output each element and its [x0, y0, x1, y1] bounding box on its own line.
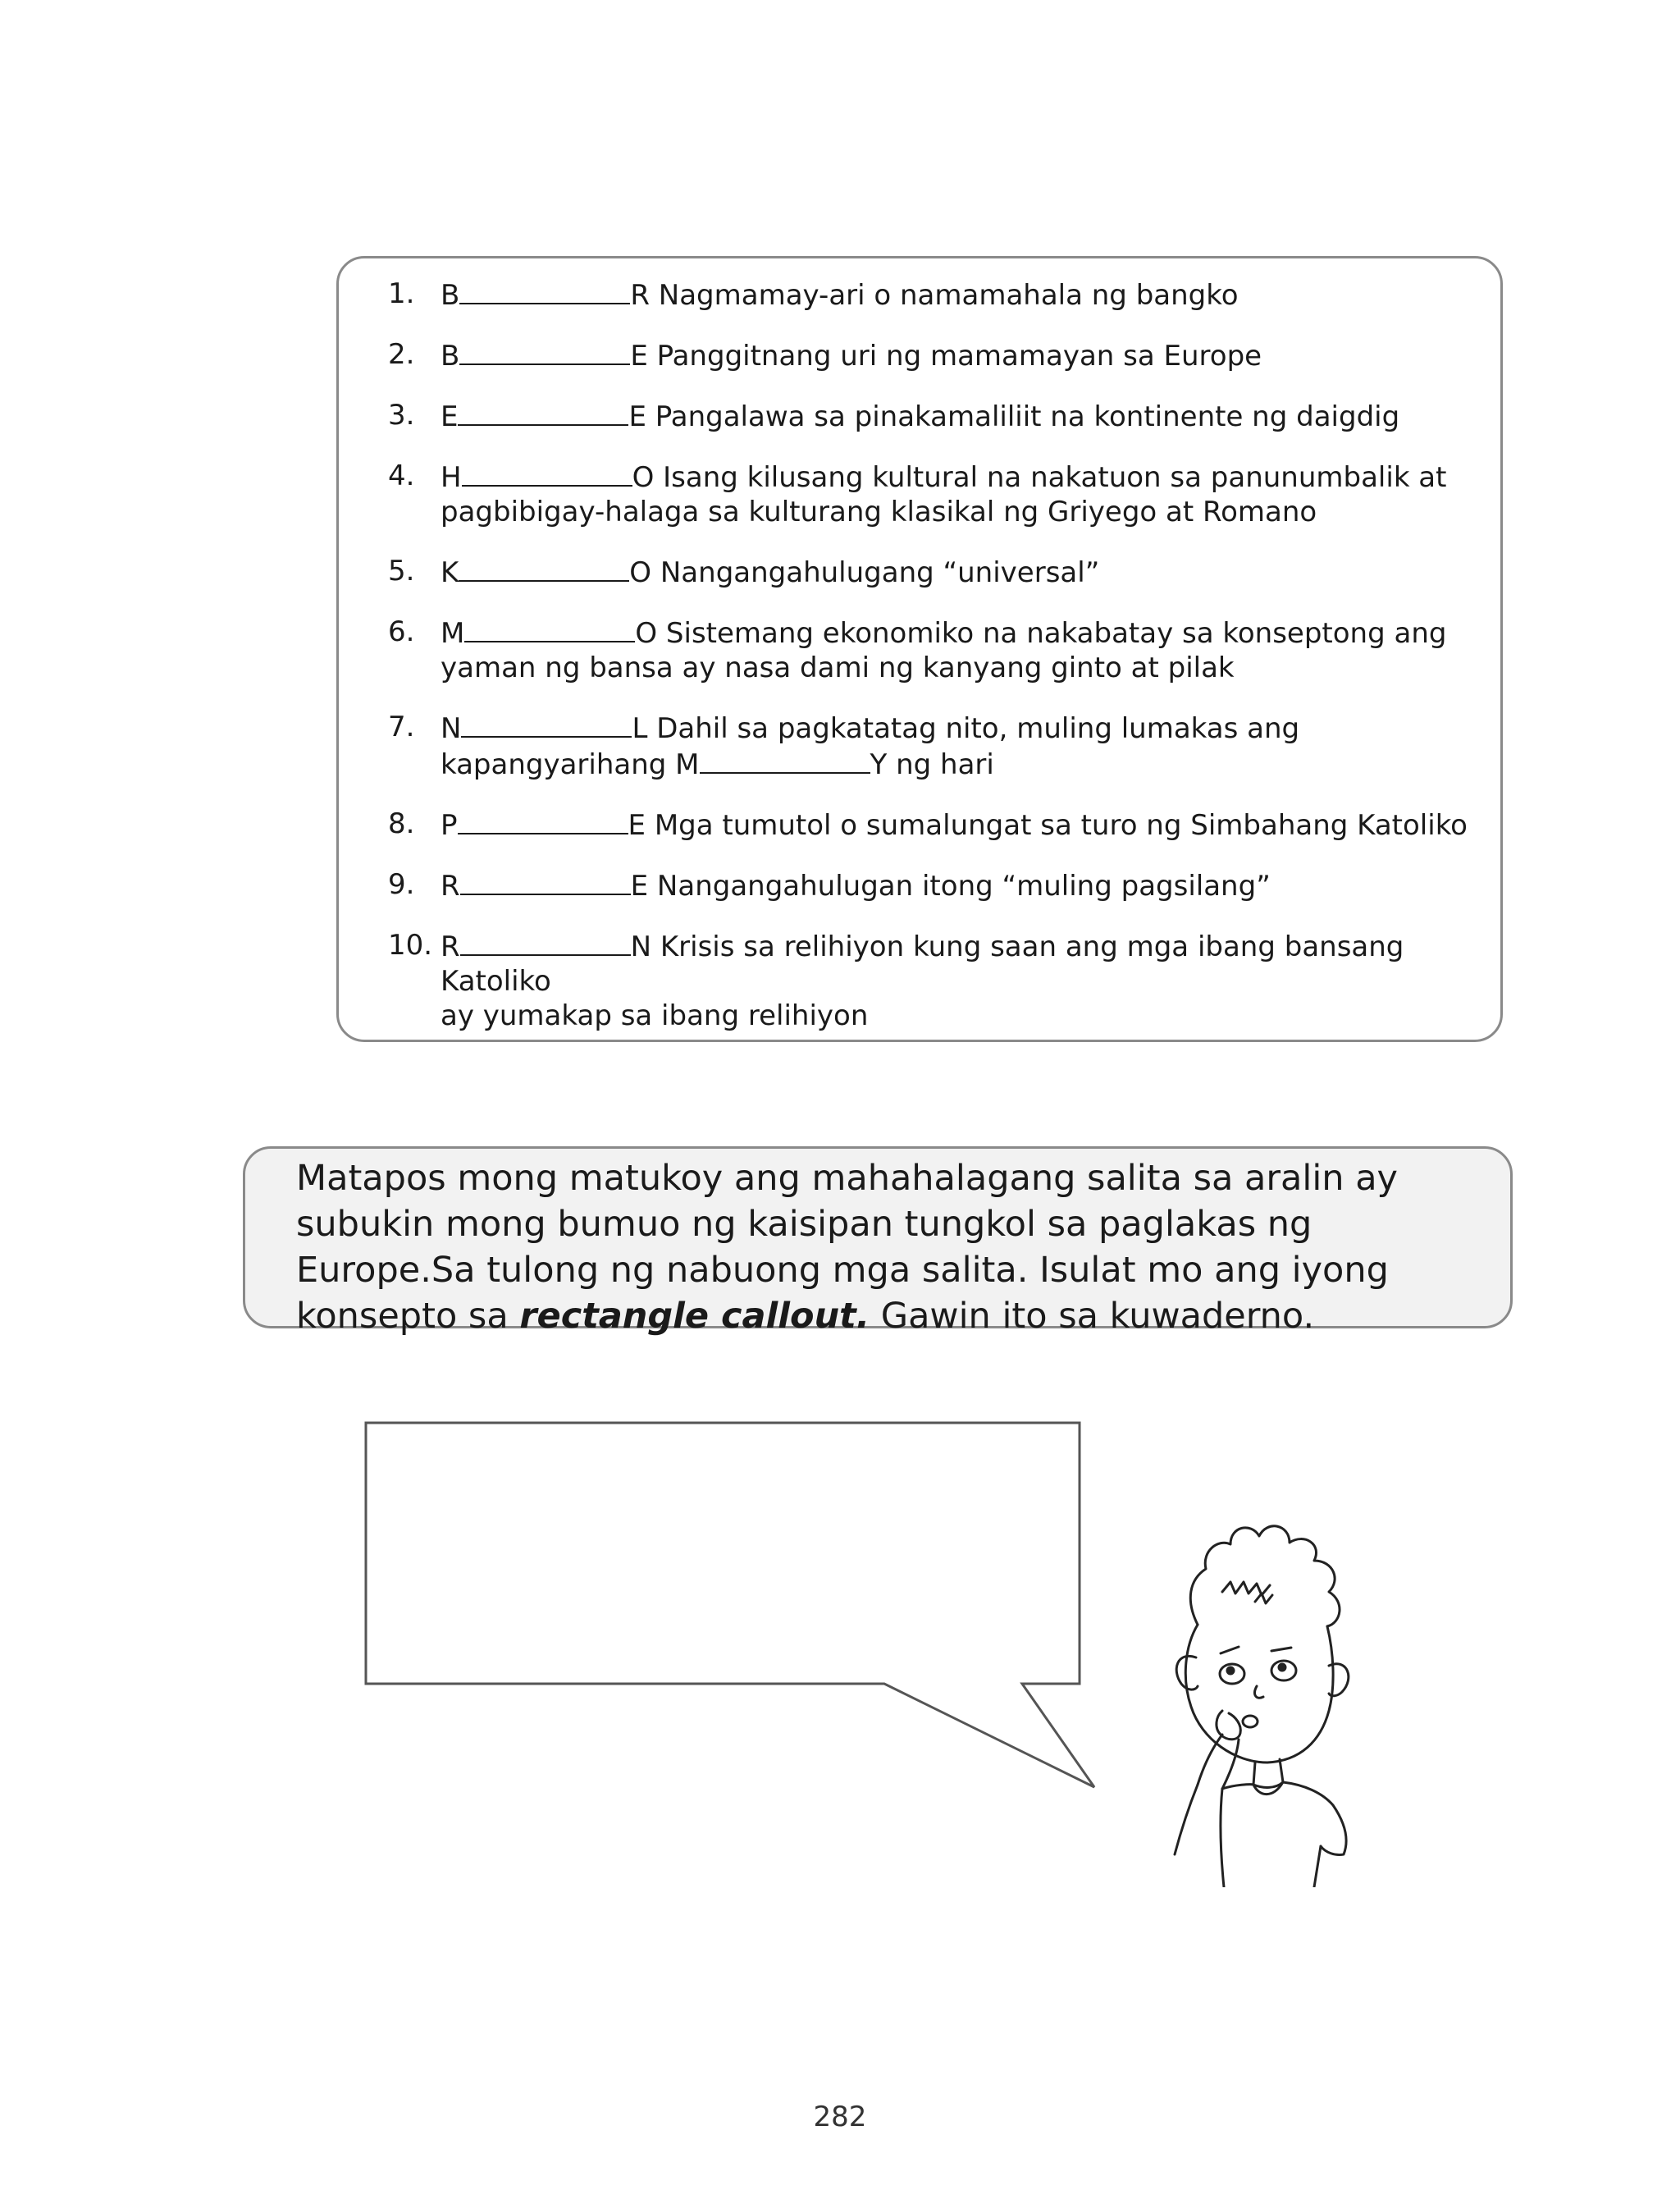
item-number: 1. — [388, 277, 415, 310]
clue-text-continued: yaman ng bansa ay nasa dami ng kanyang ginto at pilak — [441, 652, 1235, 684]
start-letter: R — [441, 870, 460, 903]
item-number: 10. — [388, 929, 433, 962]
clue-text: Panggitnang uri ng mamamayan sa Europe — [656, 340, 1262, 373]
item-number: 3. — [388, 399, 415, 432]
start-letter: H — [441, 461, 462, 494]
end-letter: L — [632, 712, 648, 745]
thinking-boy-illustration — [1099, 1502, 1411, 1887]
clue-text: Isang kilusang kultural na nakatuon sa panunumbalik at — [663, 461, 1447, 494]
start-letter: K — [441, 556, 459, 589]
clue-text: Krisis sa relihiyon kung saan ang mga ibang bansang Katoliko — [441, 930, 1404, 998]
instruction-text-end: Gawin ito sa kuwaderno. — [870, 1296, 1315, 1337]
end-letter: E — [630, 340, 648, 373]
item-number: 5. — [388, 555, 415, 588]
start-letter: B — [441, 340, 460, 373]
clue-text: Sistemang ekonomiko na nakabatay sa konseptong ang — [665, 617, 1447, 650]
instruction-emphasis: rectangle callout. — [519, 1296, 870, 1337]
end-letter: E — [628, 809, 646, 842]
end-letter: N — [630, 930, 652, 963]
page-number: 282 — [813, 2101, 867, 2133]
start-letter: N — [441, 712, 462, 745]
end-letter: E — [630, 870, 649, 903]
clue-text-continued: pagbibigay-halaga sa kulturang klasikal ng Griyego at Romano — [441, 496, 1317, 528]
clue-text-suffix: Y ng hari — [870, 748, 994, 781]
clue-text: Nangangahulugan itong “muling pagsilang” — [656, 870, 1271, 903]
clue-text-prefix: kapangyarihang M — [441, 748, 700, 781]
clue-text: Dahil sa pagkatatag nito, muling lumakas ang — [656, 712, 1300, 745]
clue-text: Nagmamay-ari o namamahala ng bangko — [658, 279, 1239, 312]
item-number: 4. — [388, 459, 415, 492]
end-letter: O — [635, 617, 658, 650]
item-number: 2. — [388, 338, 415, 371]
item-number: 9. — [388, 868, 415, 901]
end-letter: E — [628, 400, 646, 433]
clue-text: Pangalawa sa pinakamaliliit na kontinente ng daigdig — [655, 400, 1400, 433]
start-letter: R — [441, 930, 460, 963]
start-letter: E — [441, 400, 459, 433]
clue-text: Mga tumutol o sumalungat sa turo ng Simbahang Katoliko — [654, 809, 1468, 842]
instruction-text: Matapos mong matukoy ang mahahalagang salita sa aralin ay subukin mong bumuo ng kaisipan tungkol sa paglakas ng Europe.Sa tulong ng nabuong mga salita. Isulat mo ang iyong konsepto sa — [296, 1158, 1398, 1337]
item-number: 8. — [388, 807, 415, 840]
start-letter: P — [441, 809, 458, 842]
item-number: 6. — [388, 615, 415, 648]
clue-text-continued: ay yumakap sa ibang relihiyon — [441, 999, 869, 1032]
clue-text: Nangangahulugang “universal” — [660, 556, 1100, 589]
end-letter: O — [629, 556, 652, 589]
start-letter: M — [441, 617, 465, 650]
start-letter: B — [441, 279, 460, 312]
end-letter: R — [630, 279, 650, 312]
end-letter: O — [632, 461, 655, 494]
item-number: 7. — [388, 711, 415, 743]
